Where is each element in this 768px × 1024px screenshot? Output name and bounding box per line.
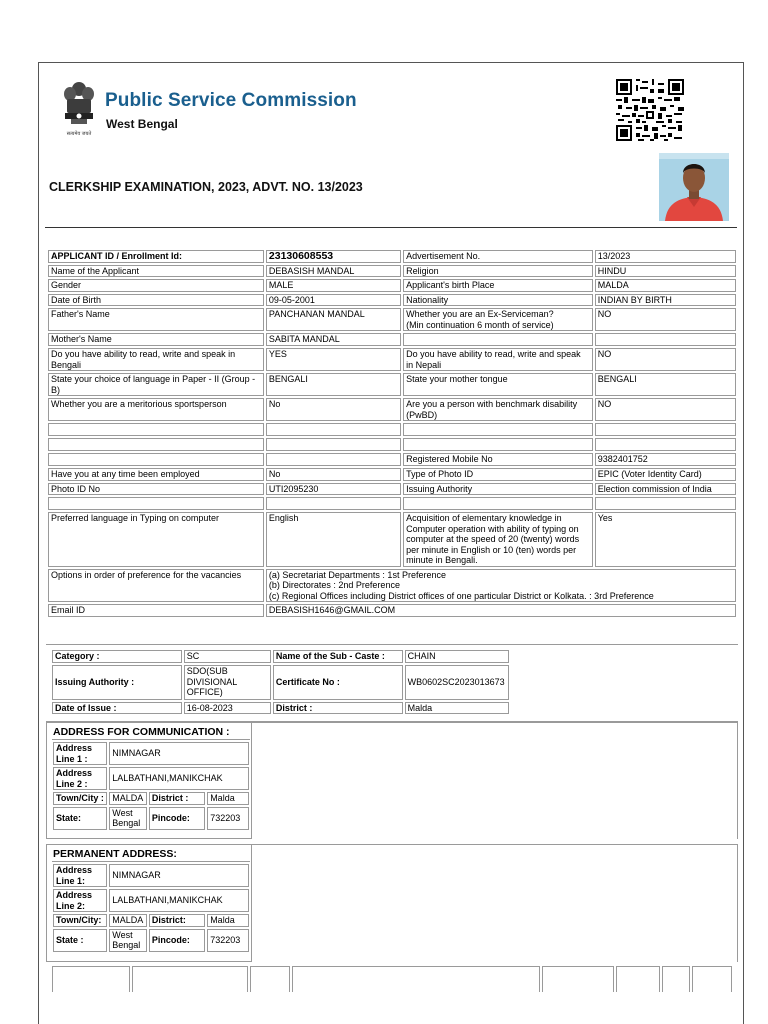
- caste-issuing-label: Issuing Authority :: [52, 665, 182, 700]
- table-row: [48, 604, 736, 617]
- category-label: Category :: [52, 650, 182, 663]
- bengali-value: YES: [266, 348, 401, 371]
- state-value: West Bengal: [109, 929, 147, 952]
- communication-address-table: [51, 740, 251, 832]
- nepali-value: NO: [595, 348, 736, 371]
- town-label: Town/City :: [53, 792, 107, 805]
- advertisement-label: Advertisement No.: [403, 250, 593, 263]
- ex-serviceman-label: [403, 308, 593, 331]
- empty-cell: [616, 966, 660, 992]
- empty-cell: [662, 966, 690, 992]
- table-row: [48, 308, 736, 331]
- empty-cell: [403, 423, 593, 436]
- employed-value: No: [266, 468, 401, 481]
- mobile-value: 9382401752: [595, 453, 736, 466]
- table-row: [48, 423, 736, 436]
- empty-cell: [48, 423, 264, 436]
- empty-cell: [266, 438, 401, 451]
- town-value: MALDA: [109, 914, 147, 927]
- option-line: (a) Secretariat Departments : 1st Preference: [268, 569, 446, 580]
- table-row: [48, 398, 736, 421]
- state-label: State :: [53, 929, 107, 952]
- nationality-value: INDIAN BY BIRTH: [595, 294, 736, 307]
- computer-knowledge-value: Yes: [595, 512, 736, 567]
- photo-id-no-label: Photo ID No: [48, 483, 264, 496]
- mother-tongue-value: BENGALI: [595, 373, 736, 396]
- paper2-value: BENGALI: [266, 373, 401, 396]
- exam-title: CLERKSHIP EXAMINATION, 2023, ADVT. NO. 13/2023: [49, 180, 363, 194]
- empty-cell: [403, 438, 593, 451]
- paper2-label: State your choice of language in Paper - II (Group -B): [48, 373, 264, 396]
- empty-cell: [48, 497, 264, 510]
- sports-label: Whether you are a meritorious sportsperson: [48, 398, 264, 421]
- religion-value: HINDU: [595, 265, 736, 278]
- qr-code-icon: [616, 79, 684, 141]
- address-line1-value: NIMNAGAR: [109, 742, 249, 765]
- table-row: [48, 438, 736, 451]
- table-row: [48, 250, 736, 263]
- empty-cell: [403, 333, 593, 346]
- caste-district-value: Malda: [405, 702, 509, 715]
- state-value: West Bengal: [109, 807, 147, 830]
- table-row: [48, 279, 736, 292]
- empty-cell: [292, 966, 540, 992]
- district-value: Malda: [207, 792, 249, 805]
- table-row: [52, 665, 509, 700]
- empty-cell: [266, 423, 401, 436]
- ex-serviceman-value: NO: [595, 308, 736, 331]
- org-subtitle: West Bengal: [106, 117, 178, 131]
- communication-address-section: [46, 722, 252, 839]
- empty-cell: [542, 966, 614, 992]
- address-line2-label: Address Line 2:: [53, 889, 107, 912]
- options-value: [266, 569, 736, 603]
- communication-address-spacer: [252, 722, 738, 839]
- empty-cell: [52, 966, 130, 992]
- certificate-no-label: Certificate No :: [273, 665, 403, 700]
- applicant-details-table: [46, 248, 738, 619]
- ex-serviceman-note: (Min continuation 6 month of service): [406, 319, 554, 330]
- table-row: [48, 512, 736, 567]
- caste-certificate-section: [46, 644, 738, 722]
- date-of-issue-value: 16-08-2023: [184, 702, 271, 715]
- issuing-authority-label: Issuing Authority: [403, 483, 593, 496]
- table-row: [48, 294, 736, 307]
- religion-label: Religion: [403, 265, 593, 278]
- mother-label: Mother's Name: [48, 333, 264, 346]
- computer-knowledge-label: Acquisition of elementary knowledge in Computer operation with ability of typing on computer at the speed of 20 (twenty) words per minute in English or 10 (ten) words per minute in Bengali.: [403, 512, 593, 567]
- table-row: [48, 453, 736, 466]
- option-line: (c) Regional Offices including District offices of one particular District or Kolkata. : 3rd Preference: [268, 590, 654, 601]
- applicant-id-label: APPLICANT ID / Enrollment Id:: [48, 250, 264, 263]
- photo-id-type-label: Type of Photo ID: [403, 468, 593, 481]
- pwbd-value: NO: [595, 398, 736, 421]
- mother-tongue-label: State your mother tongue: [403, 373, 593, 396]
- table-row: [53, 864, 249, 887]
- employed-label: Have you at any time been employed: [48, 468, 264, 481]
- caste-district-label: District :: [273, 702, 403, 715]
- option-line: (b) Directorates : 2nd Preference: [268, 580, 400, 590]
- state-emblem-icon: [59, 79, 99, 141]
- header: [39, 63, 745, 228]
- table-row: [53, 889, 249, 912]
- address-line2-value: LALBATHANI,MANIKCHAK: [109, 889, 249, 912]
- table-row: [53, 914, 249, 927]
- state-label: State:: [53, 807, 107, 830]
- empty-cell: [595, 497, 736, 510]
- table-row: [53, 742, 249, 765]
- empty-cell: [692, 966, 732, 992]
- address-line1-label: Address Line 1 :: [53, 742, 107, 765]
- mother-value: SABITA MANDAL: [266, 333, 401, 346]
- photo-id-no-value: UTI2095230: [266, 483, 401, 496]
- options-label: Options in order of preference for the vacancies: [48, 569, 264, 603]
- nationality-label: Nationality: [403, 294, 593, 307]
- empty-cell: [266, 497, 401, 510]
- subcaste-value: CHAIN: [405, 650, 509, 663]
- email-label: Email ID: [48, 604, 264, 617]
- empty-cell: [403, 497, 593, 510]
- pincode-label: Pincode:: [149, 807, 205, 830]
- empty-cell: [48, 438, 264, 451]
- empty-cell: [266, 453, 401, 466]
- table-row: [48, 483, 736, 496]
- applicant-photo: [659, 153, 729, 221]
- empty-cell: [48, 453, 264, 466]
- sports-value: No: [266, 398, 401, 421]
- table-row: [48, 333, 736, 346]
- mobile-label: Registered Mobile No: [403, 453, 593, 466]
- address-line2-value: LALBATHANI,MANIKCHAK: [109, 767, 249, 790]
- dob-label: Date of Birth: [48, 294, 264, 307]
- table-row: [53, 792, 249, 805]
- birth-place-value: MALDA: [595, 279, 736, 292]
- table-row: [48, 497, 736, 510]
- address-line2-label: Address Line 2 :: [53, 767, 107, 790]
- permanent-address-table: [51, 862, 251, 954]
- district-value: Malda: [207, 914, 249, 927]
- address-line1-label: Address Line 1:: [53, 864, 107, 887]
- photo-id-type-value: EPIC (Voter Identity Card): [595, 468, 736, 481]
- table-row: [53, 929, 249, 952]
- table-row: [48, 468, 736, 481]
- permanent-address-heading: PERMANENT ADDRESS:: [52, 848, 250, 862]
- org-title: Public Service Commission: [105, 90, 357, 111]
- pincode-label: Pincode:: [149, 929, 205, 952]
- pincode-value: 732203: [207, 929, 249, 952]
- father-value: PANCHANAN MANDAL: [266, 308, 401, 331]
- email-value: DEBASISH1646@GMAIL.COM: [266, 604, 736, 617]
- pwbd-label: Are you a person with benchmark disability (PwBD): [403, 398, 593, 421]
- header-divider: [45, 227, 737, 228]
- caste-certificate-table: [50, 648, 511, 716]
- advertisement-value: 13/2023: [595, 250, 736, 263]
- table-row: [48, 569, 736, 603]
- empty-cell: [595, 423, 736, 436]
- table-row: [53, 807, 249, 830]
- permanent-address-section: [46, 844, 252, 962]
- communication-address-heading: ADDRESS FOR COMMUNICATION :: [52, 726, 250, 740]
- caste-issuing-value: SDO(SUB DIVISIONAL OFFICE): [184, 665, 271, 700]
- truncated-table-row: [46, 962, 738, 992]
- empty-cell: [132, 966, 248, 992]
- applicant-id-value: 23130608553: [266, 250, 401, 263]
- birth-place-label: Applicant's birth Place: [403, 279, 593, 292]
- nepali-label: Do you have ability to read, write and speak in Nepali: [403, 348, 593, 371]
- empty-cell: [595, 333, 736, 346]
- category-value: SC: [184, 650, 271, 663]
- issuing-authority-value: Election commission of India: [595, 483, 736, 496]
- subcaste-label: Name of the Sub - Caste :: [273, 650, 403, 663]
- town-value: MALDA: [109, 792, 147, 805]
- certificate-no-value: WB0602SC2023013673: [405, 665, 509, 700]
- table-row: [52, 650, 509, 663]
- table-row: [53, 767, 249, 790]
- name-label: Name of the Applicant: [48, 265, 264, 278]
- bengali-label: Do you have ability to read, write and speak in Bengali: [48, 348, 264, 371]
- father-label: Father's Name: [48, 308, 264, 331]
- gender-label: Gender: [48, 279, 264, 292]
- typing-language-label: Preferred language in Typing on computer: [48, 512, 264, 567]
- empty-cell: [250, 966, 290, 992]
- table-row: [48, 373, 736, 396]
- name-value: DEBASISH MANDAL: [266, 265, 401, 278]
- district-label: District:: [149, 914, 205, 927]
- table-row: [52, 702, 509, 715]
- table-row: [48, 265, 736, 278]
- typing-language-value: English: [266, 512, 401, 567]
- emblem-caption: सत्यमेव जयते: [66, 131, 92, 137]
- empty-cell: [595, 438, 736, 451]
- town-label: Town/City:: [53, 914, 107, 927]
- dob-value: 09-05-2001: [266, 294, 401, 307]
- permanent-address-spacer: [252, 844, 738, 962]
- table-row: [48, 348, 736, 371]
- ex-serviceman-question: Whether you are an Ex-Serviceman?: [406, 309, 554, 319]
- address-line1-value: NIMNAGAR: [109, 864, 249, 887]
- district-label: District :: [149, 792, 205, 805]
- date-of-issue-label: Date of Issue :: [52, 702, 182, 715]
- pincode-value: 732203: [207, 807, 249, 830]
- gender-value: MALE: [266, 279, 401, 292]
